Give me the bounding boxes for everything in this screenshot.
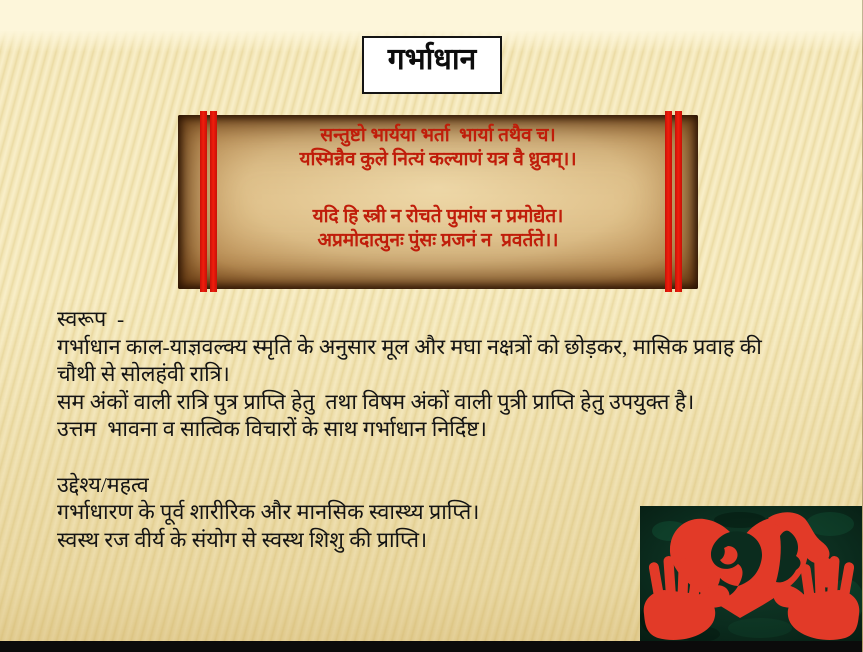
section-heading-swaroop: स्वरूप - (57, 307, 125, 331)
bottom-bar (0, 641, 862, 652)
body-line: गर्भाधारण के पूर्व शारीरिक और मानसिक स्वास्थ्य प्राप्ति। (57, 500, 480, 525)
body-line: चौथी से सोलहंवी रात्रि। (57, 362, 230, 387)
shloka-text-block (178, 124, 698, 253)
shloka-stanza-2 (208, 205, 668, 253)
section-heading-uddeshya: उद्देश्य/महत्व (57, 472, 149, 497)
shloka-parchment-image (178, 115, 698, 289)
shloka-stanza-1 (208, 124, 668, 172)
shloka-line: सन्तुष्टो भार्यया भर्ता भार्या तथैव च। (320, 125, 556, 146)
body-line: सम अंकों वाली रात्रि पुत्र प्राप्ति हेतु तथा विषम अंकों वाली पुत्री प्राप्ति हेतु उपयुक्त है। (57, 389, 695, 414)
shloka-line: यदि हि स्त्री न रोचते पुमांस न प्रमोद्येत। (312, 206, 564, 227)
page-title: गर्भाधान (387, 43, 477, 76)
body-line: गर्भाधान काल-याज्ञवल्क्य स्मृति के अनुसार मूल और मघा नक्षत्रों को छोड़कर, मासिक प्रवाह की (57, 334, 762, 359)
shloka-line: यस्मिन्नैव कुले नित्यं कल्याणं यत्र वै ध्रुवम्।। (299, 149, 577, 170)
fetus-heart-image (640, 506, 863, 641)
shloka-line: अप्रमोदात्पुनः पुंसः प्रजनं न प्रवर्तते।। (317, 230, 559, 251)
fetus-heart-svg (640, 506, 863, 641)
blank-line (57, 444, 852, 472)
title-box (362, 36, 502, 94)
body-line: उत्तम भावना व सात्विक विचारों के साथ गर्भाधान निर्दिष्ट। (57, 417, 487, 442)
body-line: स्वस्थ रज वीर्य के संयोग से स्वस्थ शिशु की प्राप्ति। (57, 527, 428, 552)
